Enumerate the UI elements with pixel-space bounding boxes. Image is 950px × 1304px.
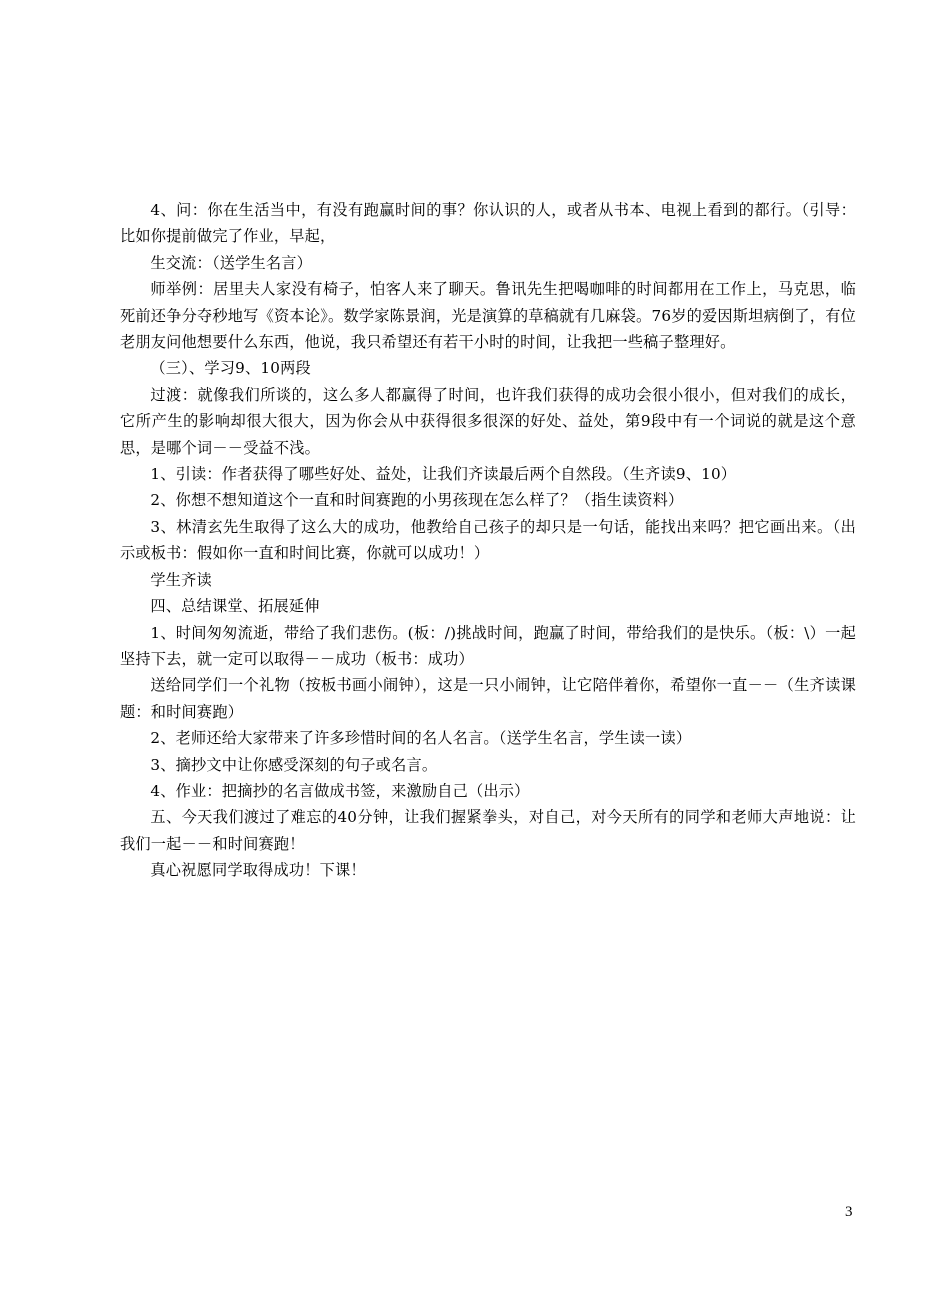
paragraph-student-exchange: 生交流：（送学生名言）	[150, 253, 313, 272]
paragraph-closing: 真心祝愿同学取得成功！下课！	[150, 861, 366, 880]
paragraph-summary-1: 1、时间匆匆流逝，带给了我们悲伤。(板：/)挑战时间，跑赢了时间，带给我们的是快乐。（板：\）一起坚持下去，就一定可以取得－－成功（板书：成功）	[120, 623, 856, 668]
paragraph-excerpt: 3、摘抄文中让你感受深刻的句子或名言。	[150, 755, 438, 774]
document-body	[120, 197, 856, 884]
paragraph-guided-reading: 1、引读：作者获得了哪些好处、益处，让我们齐读最后两个自然段。（生齐读9、10）	[150, 465, 737, 484]
section-heading-3: （三）、学习9、10两段	[150, 359, 311, 378]
paragraph-homework: 4、作业：把摘抄的名言做成书签，来激励自己（出示）	[150, 781, 530, 800]
section-heading-4: 四、总结课堂、拓展延伸	[150, 597, 320, 616]
paragraph-success-sentence: 3、林清玄先生取得了这么大的成功，他教给自己孩子的却只是一句话，能找出来吗？把它画出来。（出示或板书：假如你一直和时间比赛，你就可以成功！）	[120, 517, 856, 563]
paragraph-transition: 过渡：就像我们所谈的，这么多人都赢得了时间，也许我们获得的成功会很小很小，但对我们的成长，它所产生的影响却很大很大，因为你会从中获得很多很深的好处、益处，第9段中有一个词说的就是这个意思，是哪个词－－受益不浅。	[120, 385, 856, 457]
paragraph-quotes: 2、老师还给大家带来了许多珍惜时间的名人名言。（送学生名言，学生读一读）	[150, 729, 692, 748]
paragraph-choral-reading: 学生齐读	[150, 570, 212, 589]
paragraph-teacher-examples: 师举例：居里夫人家没有椅子，怕客人来了聊天。鲁讯先生把喝咖啡的时间都用在工作上，马克思，临死前还争分夺秒地写《资本论》。数学家陈景润，光是演算的草稿就有几麻袋。76岁的爱因斯坦病倒了，有位老朋友问他想要什么东西，他说，我只希望还有若干小时的时间，让我把一些稿子整理好。	[120, 280, 856, 352]
section-heading-5: 五、今天我们渡过了难忘的40分钟，让我们握紧拳头，对自己，对今天所有的同学和老师大声地说：让我们一起－－和时间赛跑！	[120, 808, 856, 853]
paragraph-gift: 送给同学们一个礼物（按板书画小闹钟），这是一只小闹钟，让它陪伴着你，希望你一直－－（生齐读课题：和时间赛跑）	[120, 676, 856, 721]
page-number: 3	[845, 1204, 853, 1220]
paragraph-question-4: 4、问：你在生活当中，有没有跑赢时间的事？你认识的人，或者从书本、电视上看到的都行。（引导：比如你提前做完了作业，早起，	[120, 201, 856, 246]
paragraph-reading-material: 2、你想不想知道这个一直和时间赛跑的小男孩现在怎么样了？（指生读资料）	[150, 491, 684, 510]
